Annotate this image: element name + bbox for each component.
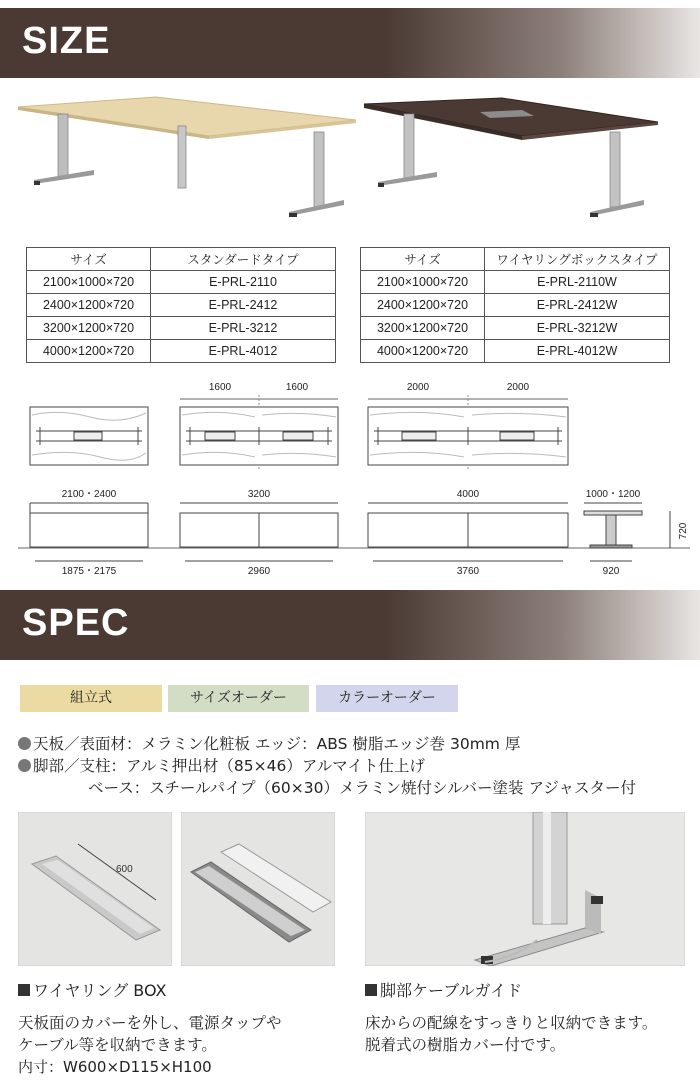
standard-type-table: [26, 247, 336, 363]
table-cell-model: E-PRL-4012: [151, 340, 336, 363]
table-row: [27, 317, 336, 340]
cable-guide-title: 脚部ケーブルガイド: [380, 981, 523, 1000]
table-cell-size: 2400×1200×720: [361, 294, 485, 317]
box-length-label: 600: [116, 864, 133, 875]
standard-table-photo: [14, 92, 359, 222]
table-cell-size: 2100×1000×720: [361, 271, 485, 294]
description-line: 床からの配線をすっきりと収納できます。: [365, 1014, 658, 1032]
elevation-views: [18, 503, 690, 561]
table-cell-size: 4000×1200×720: [27, 340, 151, 363]
table-cell-size: 2400×1200×720: [27, 294, 151, 317]
dim-base-depth: 920: [602, 566, 620, 577]
table-header-type: ワイヤリングボックスタイプ: [485, 248, 670, 271]
dimension-drawings: [0, 375, 700, 580]
table-cell-model: E-PRL-4012W: [485, 340, 670, 363]
dim-height: 720: [678, 522, 689, 540]
table-cell-model: E-PRL-2412W: [485, 294, 670, 317]
bullet-icon: [18, 737, 31, 750]
wiring-box-type-table: [360, 247, 670, 363]
dim-width-small: 2100・2400: [61, 489, 117, 500]
spec-section-banner: [0, 590, 700, 660]
spec-text: ベース：スチールパイプ（60×30）メラミン焼付シルバー塗装 アジャスター付: [88, 779, 637, 797]
table-row: [27, 294, 336, 317]
plan-view-3200: [180, 395, 338, 470]
table-header-type: スタンダードタイプ: [151, 248, 336, 271]
spec-section-title: SPEC: [22, 602, 130, 644]
cable-guide-heading: [365, 978, 522, 1001]
description-line: 天板面のカバーを外し、電源タップや: [18, 1014, 282, 1032]
table-cell-model: E-PRL-2110W: [485, 271, 670, 294]
size-section-title: SIZE: [22, 20, 111, 62]
wiring-box-photo-1: [18, 812, 172, 966]
table-cell-size: 4000×1200×720: [361, 340, 485, 363]
spec-text: 天板／表面材：メラミン化粧板 エッジ：ABS 樹脂エッジ巻 30mm 厚: [33, 735, 521, 753]
cable-guide-photo: [365, 812, 685, 966]
wiring-box-title: ワイヤリング BOX: [33, 981, 167, 1000]
table-cell-model: E-PRL-2110: [151, 271, 336, 294]
size-section-banner: [0, 8, 700, 78]
wiring-box-description: [18, 1012, 282, 1078]
bullet-icon: [18, 759, 31, 772]
spec-line-tabletop: [18, 732, 520, 754]
table-cell-size: 3200×1200×720: [361, 317, 485, 340]
dim-width-3200: 3200: [247, 489, 271, 500]
dim-top-3200-right: 1600: [285, 382, 309, 393]
dim-top-3200-left: 1600: [208, 382, 232, 393]
wiring-box-heading: [18, 978, 167, 1001]
table-header-row: [361, 248, 670, 271]
plan-view-4000: [368, 395, 568, 470]
tag-assembly: 組立式: [20, 685, 162, 712]
dim-leg-small: 1875・2175: [61, 566, 117, 577]
table-row: [361, 340, 670, 363]
wiring-table-photo: [362, 92, 662, 222]
dim-depth: 1000・1200: [585, 489, 641, 500]
dim-width-4000: 4000: [456, 489, 480, 500]
table-row: [27, 271, 336, 294]
tag-size-order: サイズオーダー: [168, 685, 309, 712]
table-cell-size: 3200×1200×720: [27, 317, 151, 340]
table-header-row: [27, 248, 336, 271]
table-cell-model: E-PRL-3212: [151, 317, 336, 340]
spec-line-leg: [18, 754, 425, 776]
table-row: [361, 271, 670, 294]
table-row: [361, 294, 670, 317]
table-header-size: サイズ: [361, 248, 485, 271]
table-row: [27, 340, 336, 363]
spec-text: 脚部／支柱：アルミ押出材（85×46）アルマイト仕上げ: [33, 757, 425, 775]
wiring-box-photo-2: [181, 812, 335, 966]
tag-color-order: カラーオーダー: [316, 685, 458, 712]
table-cell-model: E-PRL-3212W: [485, 317, 670, 340]
dim-leg-3200: 2960: [247, 566, 271, 577]
description-line: 脱着式の樹脂カバー付です。: [365, 1036, 566, 1054]
table-cell-model: E-PRL-2412: [151, 294, 336, 317]
square-bullet-icon: [365, 984, 377, 996]
spec-line-base: [88, 776, 636, 798]
dim-leg-4000: 3760: [456, 566, 480, 577]
dim-top-4000-left: 2000: [406, 382, 430, 393]
plan-view-small: [30, 407, 148, 465]
table-header-size: サイズ: [27, 248, 151, 271]
dim-top-4000-right: 2000: [506, 382, 530, 393]
table-row: [361, 317, 670, 340]
table-cell-size: 2100×1000×720: [27, 271, 151, 294]
description-line: ケーブル等を収納できます。: [18, 1036, 217, 1054]
cable-guide-description: [365, 1012, 657, 1056]
inner-size-line: 内寸：W600×D115×H100: [18, 1058, 212, 1076]
square-bullet-icon: [18, 984, 30, 996]
